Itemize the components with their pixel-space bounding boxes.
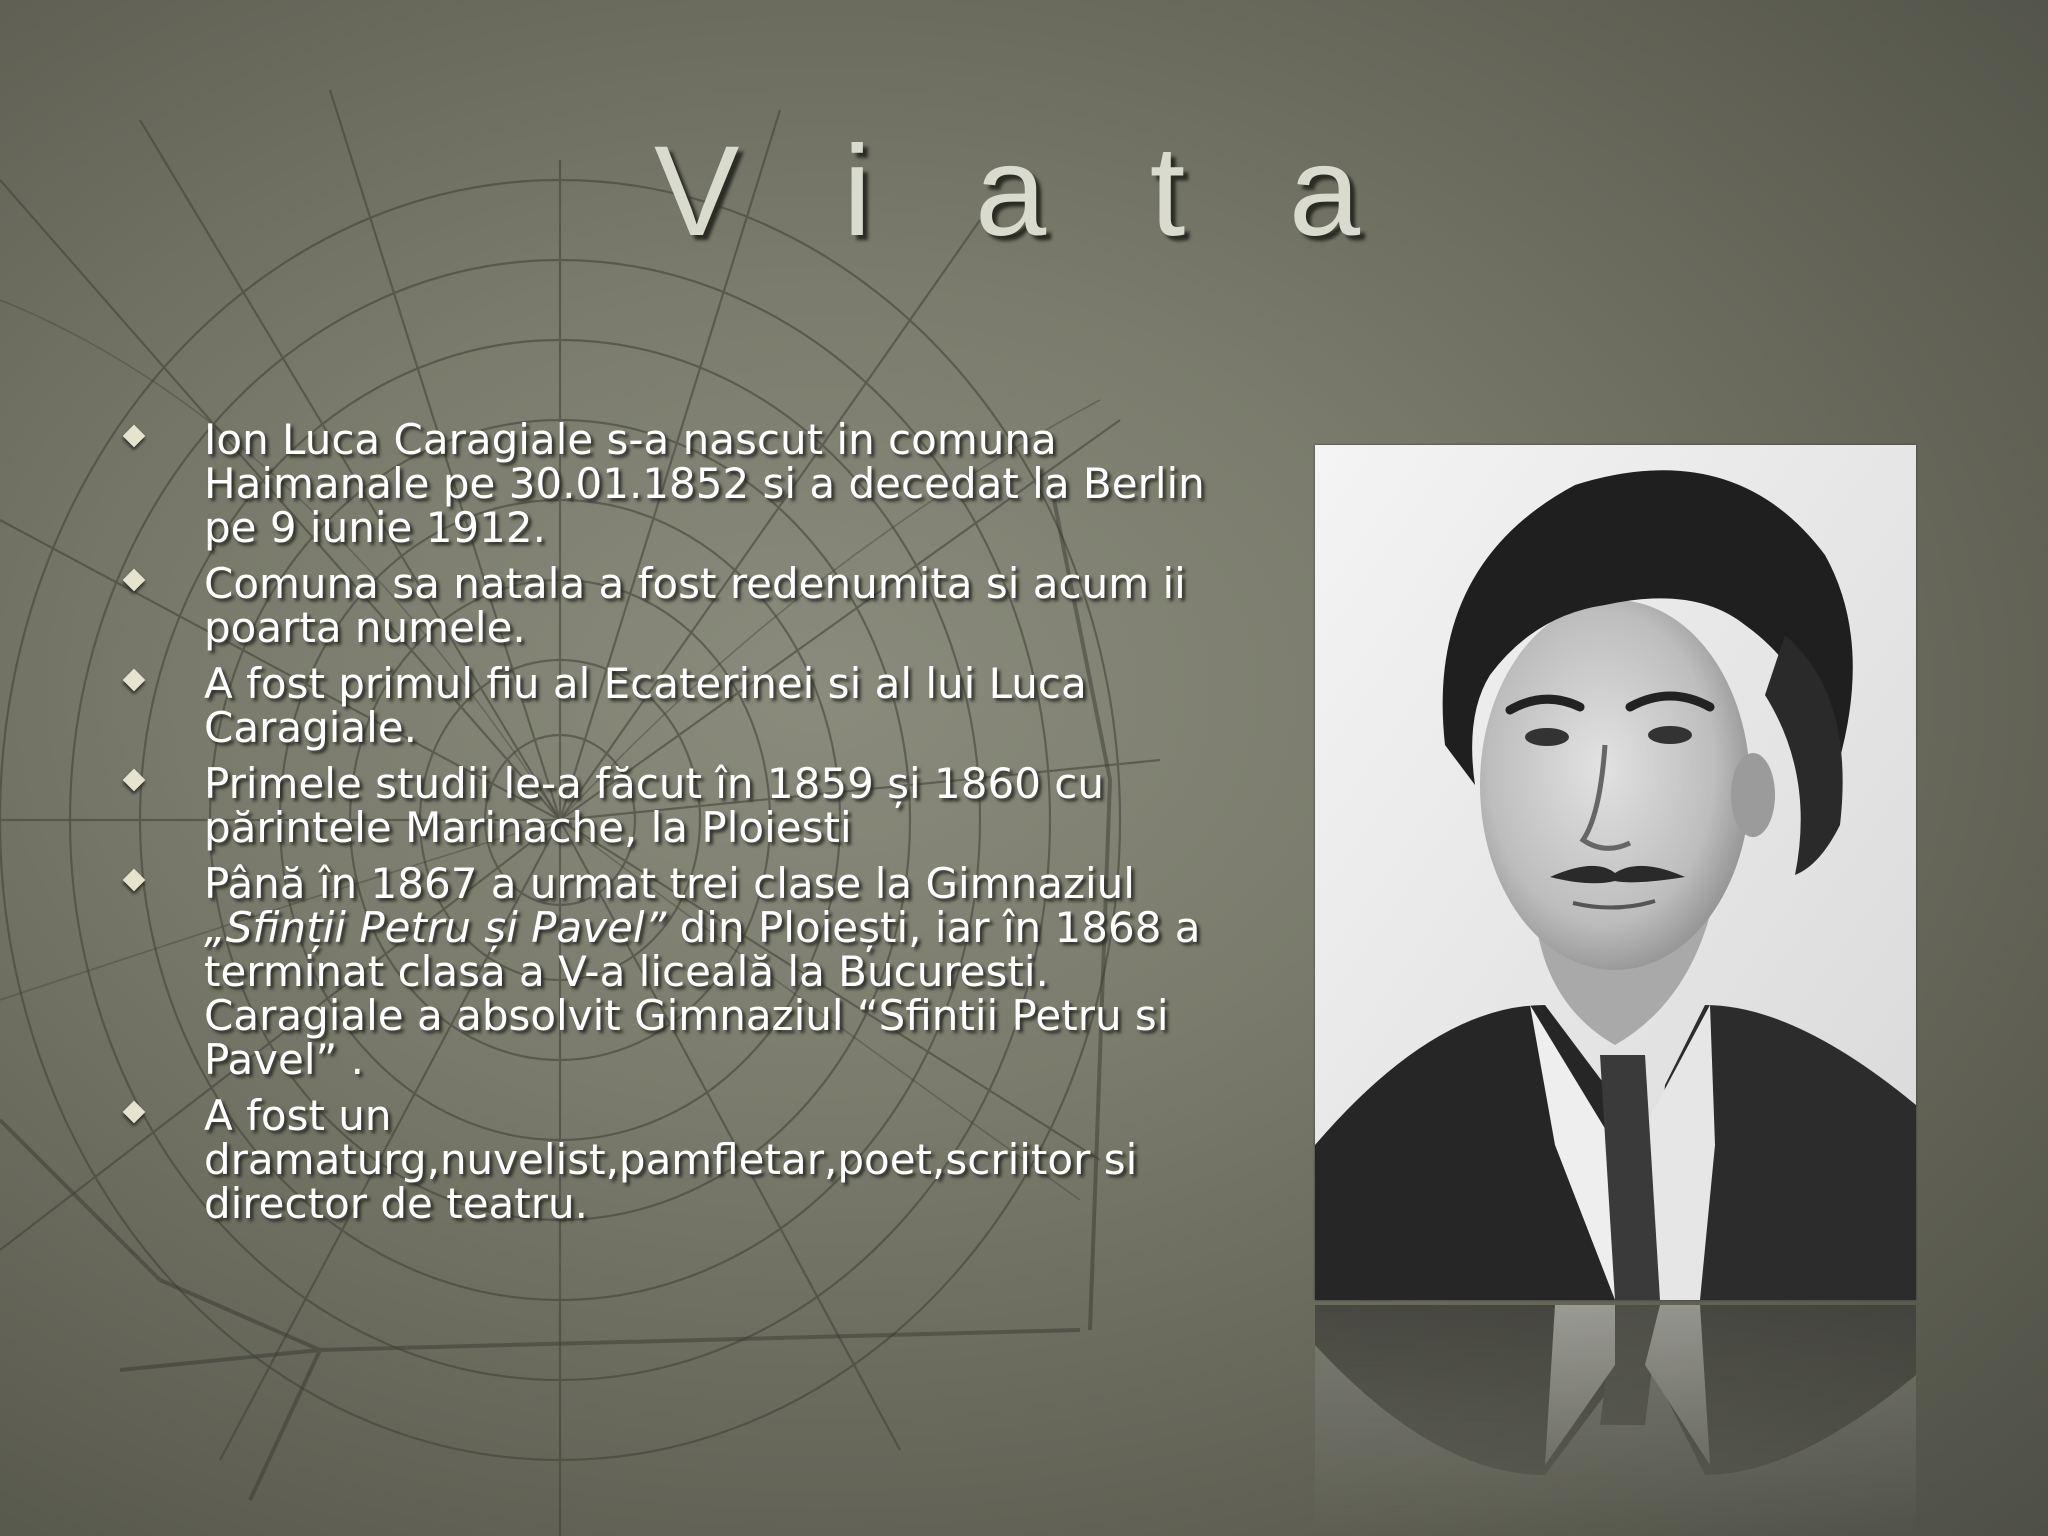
slide-title: V i a t a xyxy=(654,120,1394,263)
portrait-photo-icon xyxy=(1315,445,1916,1300)
bullet-text: Ion Luca Caragiale s-a nascut in comuna Haimanale pe 30.01.1852 si a decedat la Berlin pe 9 iunie 1912. xyxy=(204,415,1205,552)
bullet-text-italic-school-name: „Sfinții Petru și Pavel” xyxy=(204,903,667,952)
portrait-photo xyxy=(1315,445,1916,1300)
diamond-bullet-icon xyxy=(123,425,146,448)
bullet-text: A fost primul fiu al Ecaterinei si al lui Luca Caragiale. xyxy=(204,659,1087,752)
bullet-item-first-studies xyxy=(120,759,1220,852)
diamond-bullet-icon xyxy=(123,1101,146,1124)
diamond-bullet-icon xyxy=(123,569,146,592)
bullet-text-before: Până în 1867 a urmat trei clase la Gimnaziul xyxy=(204,859,1135,908)
bullet-list xyxy=(120,415,1220,1238)
bullet-text: Comuna sa natala a fost redenumita si acum ii poarta numele. xyxy=(204,559,1186,652)
bullet-text: Primele studii le-a făcut în 1859 și 1860 cu părintele Marinache, la Ploiesti xyxy=(204,759,1104,852)
bullet-item-family xyxy=(120,659,1220,752)
bullet-item-professions xyxy=(120,1091,1220,1228)
portrait-photo-reflection xyxy=(1315,1305,1916,1536)
bullet-text: A fost un dramaturg,nuvelist,pamfletar,poet,scriitor si director de teatru. xyxy=(204,1091,1138,1228)
bullet-item-gymnasium xyxy=(120,859,1220,1084)
diamond-bullet-icon xyxy=(123,669,146,692)
bullet-text-after: din Ploiești, iar în 1868 a terminat clasa a V-a liceală la Bucuresti. Caragiale a absolvit Gimnaziul “Sfintii Petru si Pavel” . xyxy=(204,903,1201,1084)
diamond-bullet-icon xyxy=(123,769,146,792)
bullet-item-birth xyxy=(120,415,1220,552)
diamond-bullet-icon xyxy=(123,869,146,892)
bullet-item-hometown xyxy=(120,559,1220,652)
portrait-reflection-icon xyxy=(1315,1305,1916,1536)
